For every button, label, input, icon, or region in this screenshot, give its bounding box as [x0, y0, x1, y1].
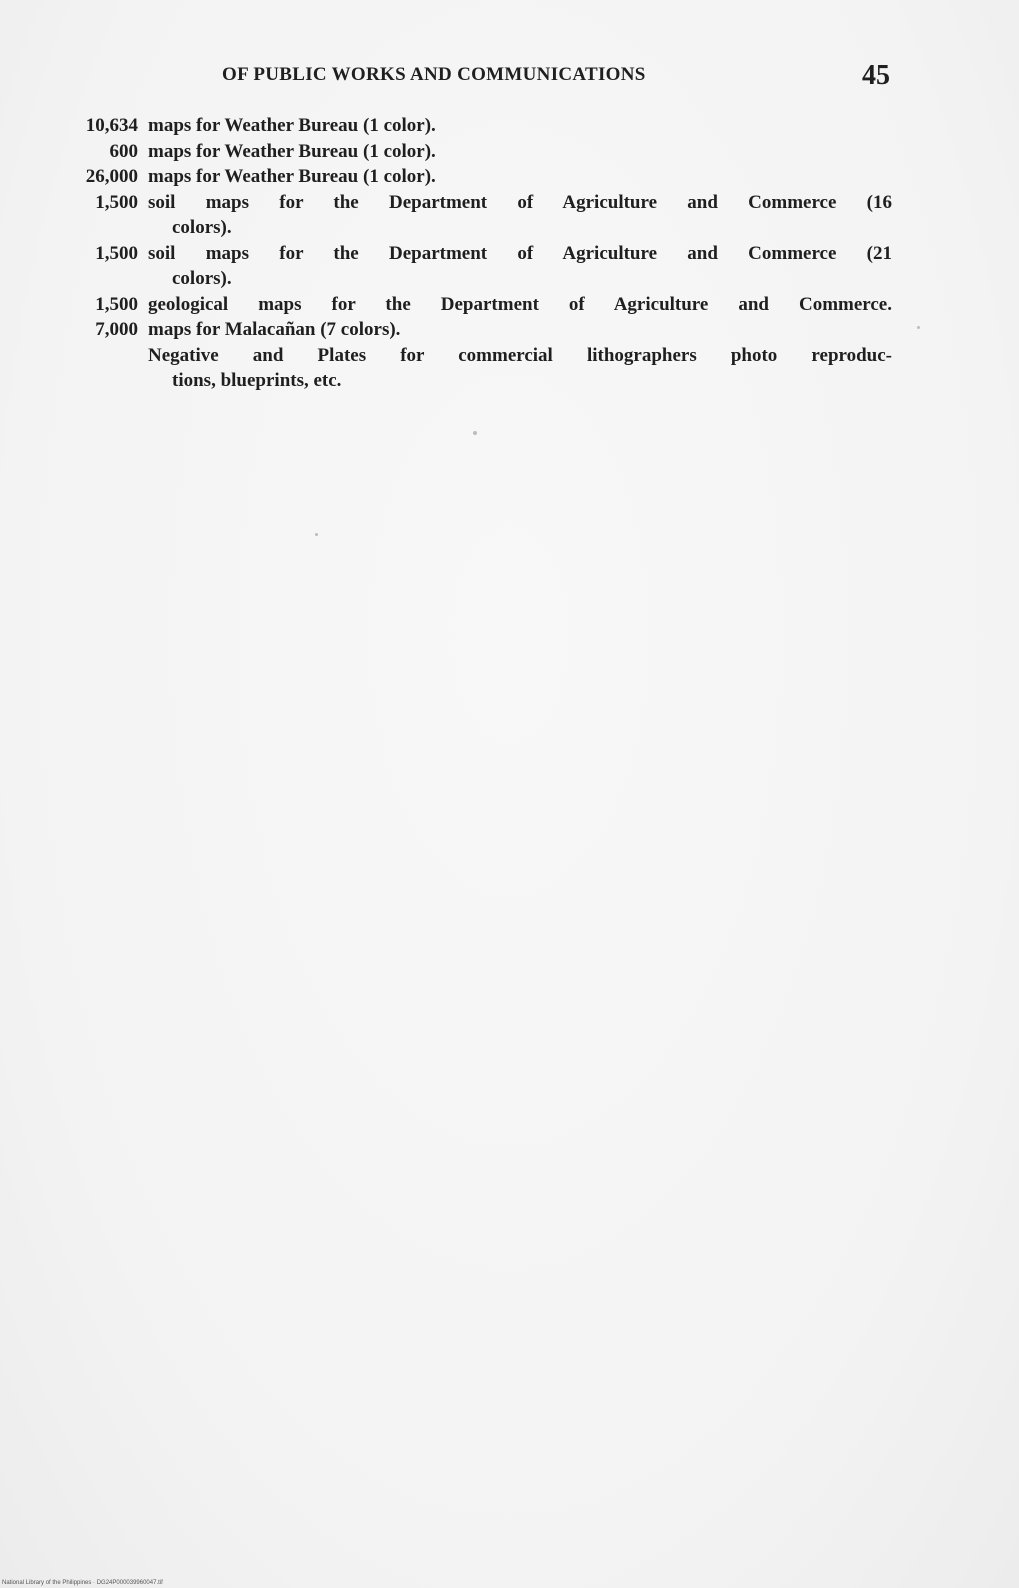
list-item: [60, 113, 892, 139]
entry-quantity: 26,000: [85, 166, 138, 187]
entry-text: geological maps for the Department of Agriculture and Commerce.: [148, 293, 892, 315]
entry-text: maps for Weather Bureau (1 color).: [148, 166, 436, 187]
entry-description: [138, 139, 892, 165]
entry-description: [138, 190, 892, 241]
entry-quantity: 1,500: [95, 293, 138, 315]
entry-quantity: 7,000: [95, 319, 138, 340]
entry-text: soil maps for the Department of Agriculture and Commerce (16: [148, 191, 892, 213]
entry-text-continuation: colors).: [172, 268, 232, 289]
list-item: [60, 164, 892, 190]
archive-stamp: National Library of the Philippines · DG24P000039960047.tif: [2, 1580, 163, 1586]
scan-speck: [315, 533, 318, 536]
entry-description: [138, 164, 892, 190]
entry-quantity: 10,634: [85, 115, 138, 136]
note-text: Negative and Plates for commercial lithographers photo reproduc-: [148, 344, 892, 366]
list-item: [60, 317, 892, 343]
entry-description: [138, 292, 892, 318]
scan-speck: [473, 431, 477, 435]
list-item: [60, 139, 892, 165]
entry-text-continuation: colors).: [172, 217, 232, 238]
entry-quantity: 600: [109, 140, 138, 162]
scan-speck: [917, 326, 920, 329]
note-text-continuation: tions, blueprints, etc.: [172, 370, 342, 391]
entry-quantity: 1,500: [95, 242, 138, 264]
page-number: 45: [862, 60, 890, 91]
entry-text: soil maps for the Department of Agriculture and Commerce (21: [148, 242, 892, 264]
entry-text: maps for Weather Bureau (1 color).: [148, 140, 436, 162]
entry-text: maps for Weather Bureau (1 color).: [148, 115, 436, 136]
entry-list: [60, 113, 892, 394]
entry-description: [138, 241, 892, 292]
list-item: [60, 190, 892, 241]
running-title: OF PUBLIC WORKS AND COMMUNICATIONS: [222, 64, 646, 85]
list-item: [60, 241, 892, 292]
entry-description: [138, 113, 892, 139]
entry-quantity: 1,500: [95, 191, 138, 213]
closing-note: [60, 343, 892, 394]
list-item: [60, 292, 892, 318]
entry-text: maps for Malacañan (7 colors).: [148, 319, 401, 340]
entry-description: [138, 317, 892, 343]
